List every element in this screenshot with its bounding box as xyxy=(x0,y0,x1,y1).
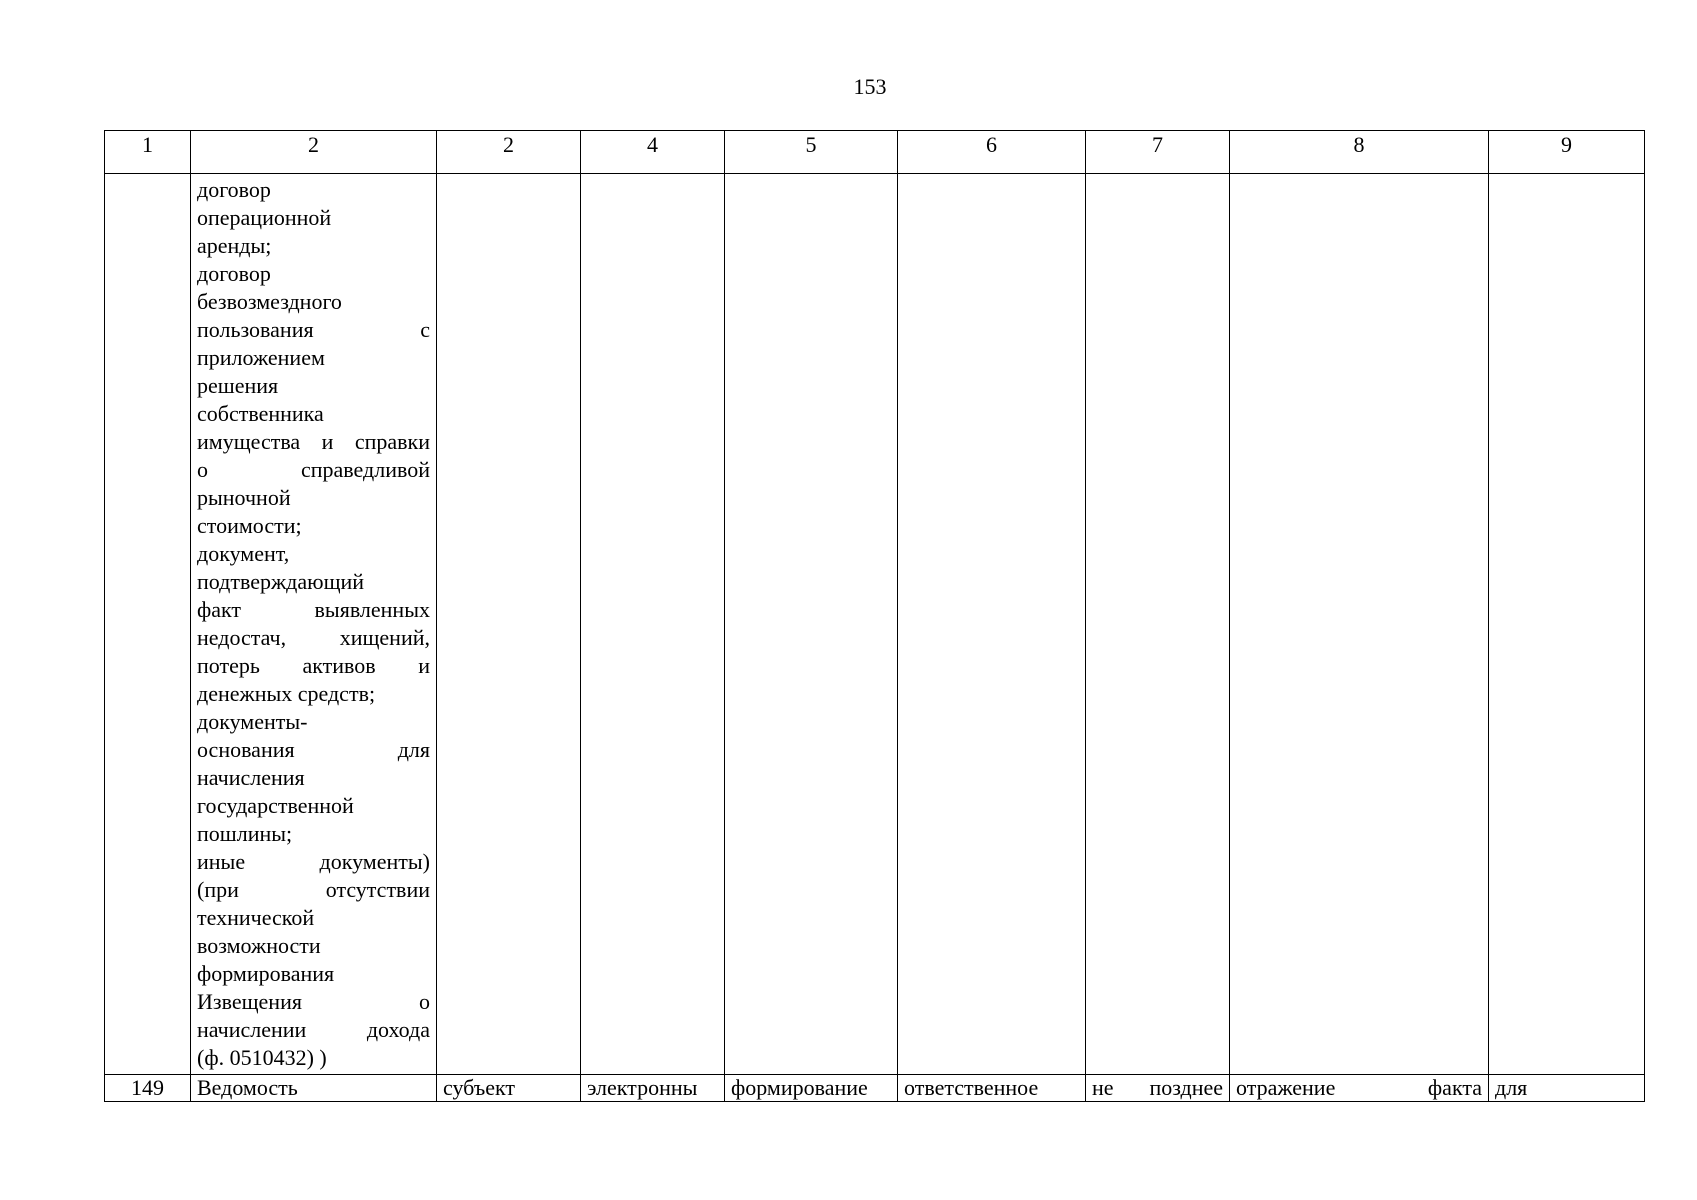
cell-text-line: факт выявленных xyxy=(197,597,430,622)
cell-text-part: позднее xyxy=(1149,1075,1223,1100)
table-cell-empty xyxy=(1230,174,1489,1075)
table-row-149 xyxy=(105,1075,1645,1102)
cell-text-part: не xyxy=(1092,1075,1114,1100)
cell-text-line: (ф. 0510432) ) xyxy=(197,1045,327,1070)
table-cell xyxy=(1086,1075,1230,1102)
cell-text-line: начислении дохода xyxy=(197,1017,430,1042)
cell-text-line: потерь активов и xyxy=(197,653,430,678)
table-header-row xyxy=(105,131,1645,174)
cell-text-line: денежных средств; xyxy=(197,681,376,706)
cell-text-line: документ, xyxy=(197,541,290,566)
column-header: 1 xyxy=(105,131,191,174)
document-table xyxy=(104,130,1645,1102)
cell-text-line: государственной xyxy=(197,793,354,818)
cell-text-line: пользования с xyxy=(197,317,430,342)
table-cell: электронны xyxy=(581,1075,725,1102)
table-cell: ответственное xyxy=(898,1075,1086,1102)
cell-text-line: договор xyxy=(197,261,271,286)
cell-text-part: отражение xyxy=(1236,1075,1336,1100)
cell-text-line: пошлины; xyxy=(197,821,293,846)
cell-text-line: технической xyxy=(197,905,315,930)
cell-text-line: собственника xyxy=(197,401,324,426)
table-row-continuation xyxy=(105,174,1645,1075)
cell-text-line: договор xyxy=(197,177,271,202)
column-header: 2 xyxy=(437,131,581,174)
column-header: 4 xyxy=(581,131,725,174)
cell-text-line: рыночной xyxy=(197,485,291,510)
column-header: 8 xyxy=(1230,131,1489,174)
table-cell-empty xyxy=(105,174,191,1075)
document-name-cell: Ведомость xyxy=(191,1075,437,1102)
table-cell-empty xyxy=(725,174,898,1075)
table-cell: формирование xyxy=(725,1075,898,1102)
cell-text-line: документы- xyxy=(197,709,308,734)
cell-text-line: имущества и справки xyxy=(197,429,430,454)
continuation-text-cell xyxy=(191,174,437,1075)
cell-text-line: возможности xyxy=(197,933,321,958)
cell-text-line: приложением xyxy=(197,345,325,370)
column-header: 7 xyxy=(1086,131,1230,174)
cell-text-line: формирования xyxy=(197,961,335,986)
table-cell-empty xyxy=(1489,174,1645,1075)
table-cell: субъект xyxy=(437,1075,581,1102)
page-number: 153 xyxy=(853,74,887,99)
column-header: 9 xyxy=(1489,131,1645,174)
table-cell xyxy=(1230,1075,1489,1102)
cell-text-line: (при отсутствии xyxy=(197,877,430,902)
cell-text-line: операционной xyxy=(197,205,332,230)
cell-text-line: иные документы) xyxy=(197,849,430,874)
table-cell-empty xyxy=(437,174,581,1075)
column-header: 6 xyxy=(898,131,1086,174)
cell-text-line: о справедливой xyxy=(197,457,430,482)
row-number: 149 xyxy=(105,1075,191,1102)
cell-text-line: решения xyxy=(197,373,279,398)
cell-text-line: стоимости; xyxy=(197,513,302,538)
column-header: 5 xyxy=(725,131,898,174)
cell-text-part: факта xyxy=(1427,1075,1482,1100)
cell-text-line: аренды; xyxy=(197,233,272,258)
table-cell-empty xyxy=(581,174,725,1075)
cell-text-line: недостач, хищений, xyxy=(197,625,430,650)
cell-text-line: основания для xyxy=(197,737,430,762)
cell-text-line: Извещения о xyxy=(197,989,430,1014)
table-cell-empty xyxy=(1086,174,1230,1075)
cell-text-line: подтверждающий xyxy=(197,569,365,594)
cell-text-line: безвозмездного xyxy=(197,289,342,314)
table-cell-empty xyxy=(898,174,1086,1075)
table-cell: для xyxy=(1489,1075,1645,1102)
cell-text-line: начисления xyxy=(197,765,305,790)
column-header: 2 xyxy=(191,131,437,174)
